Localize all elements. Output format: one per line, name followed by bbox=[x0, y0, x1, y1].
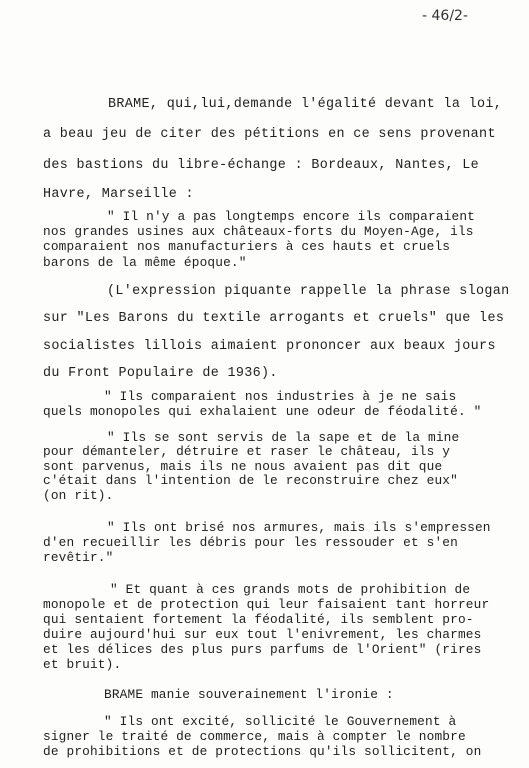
paragraph-5-line-5: (on rit). bbox=[43, 488, 114, 503]
paragraph-2-line-2: nos grandes usines aux châteaux-forts du Moyen-Age, ils bbox=[43, 224, 474, 239]
paragraph-2-line-4: barons de la même époque." bbox=[43, 255, 247, 270]
paragraph-3-line-1: (L'expression piquante rappelle la phrase slogan bbox=[107, 284, 510, 299]
paragraph-7-line-3: qui sentaient fortement la féodalité, ils semblent pro- bbox=[43, 612, 474, 627]
page-number: - 46/2- bbox=[422, 8, 468, 24]
paragraph-5-line-3: sont parvenus, mais ils ne nous avaient pas dit que bbox=[43, 459, 443, 474]
paragraph-7-line-2: monopole et de protection qui leur faisaient tant horreur bbox=[43, 597, 490, 612]
paragraph-6-line-1: " Ils ont brisé nos armures, mais ils s'empressen bbox=[107, 520, 491, 535]
paragraph-6-line-3: revêtir." bbox=[43, 550, 114, 565]
paragraph-5-line-4: c'était dans l'intention de le reconstruire chez eux" bbox=[43, 473, 458, 488]
paragraph-9-line-1: " Ils ont excité, sollicité le Gouvernement à bbox=[104, 714, 457, 729]
paragraph-1-line-1: BRAME, qui,lui,demande l'égalité devant la loi, bbox=[108, 97, 503, 112]
paragraph-3-line-3: socialistes lillois aimaient prononcer aux beaux jours bbox=[43, 339, 496, 354]
paragraph-9-line-3: de prohibitions et de protections qu'ils sollicitent, on bbox=[43, 744, 482, 759]
paragraph-4-line-2: quels monopoles qui exhalaient une odeur de féodalité. " bbox=[43, 404, 482, 419]
paragraph-6-line-2: d'en recueillir les débris pour les ressouder et s'en bbox=[43, 535, 458, 550]
paragraph-1-line-3: des bastions du libre-échange : Bordeaux, Nantes, Le bbox=[43, 158, 480, 173]
paragraph-3-line-2: sur "Les Barons du textile arrogants et cruels" que les bbox=[43, 311, 505, 326]
paragraph-9-line-2: signer le traité de commerce, mais à compter le nombre bbox=[43, 729, 466, 744]
paragraph-1-line-2: a beau jeu de citer des pétitions en ce sens provenant bbox=[43, 127, 496, 142]
paragraph-1-line-4: Havre, Marseille : bbox=[43, 187, 194, 202]
paragraph-3-line-4: du Front Populaire de 1936). bbox=[43, 366, 278, 381]
paragraph-7-line-6: et bruit). bbox=[43, 657, 122, 672]
paragraph-7-line-4: duire aujourd'hui sur eux tout l'enivrement, les charmes bbox=[43, 627, 482, 642]
paragraph-5-line-2: pour démanteler, détruire et raser le château, ils y bbox=[43, 444, 451, 459]
paragraph-4-line-1: " Ils comparaient nos industries à je ne sais bbox=[104, 389, 457, 404]
paragraph-8-line-1: BRAME manie souverainement l'ironie : bbox=[104, 687, 394, 702]
paragraph-2-line-3: comparaient nos manufacturiers à ces hauts et cruels bbox=[43, 239, 451, 254]
paragraph-7-line-1: " Et quant à ces grands mots de prohibition de bbox=[110, 582, 471, 597]
paragraph-7-line-5: et les délices des plus purs parfums de l'Orient" (rires bbox=[43, 642, 482, 657]
paragraph-2-line-1: " Il n'y a pas longtemps encore ils comparaient bbox=[107, 209, 475, 224]
paragraph-5-line-1: " Ils se sont servis de la sape et de la mine bbox=[107, 430, 460, 445]
